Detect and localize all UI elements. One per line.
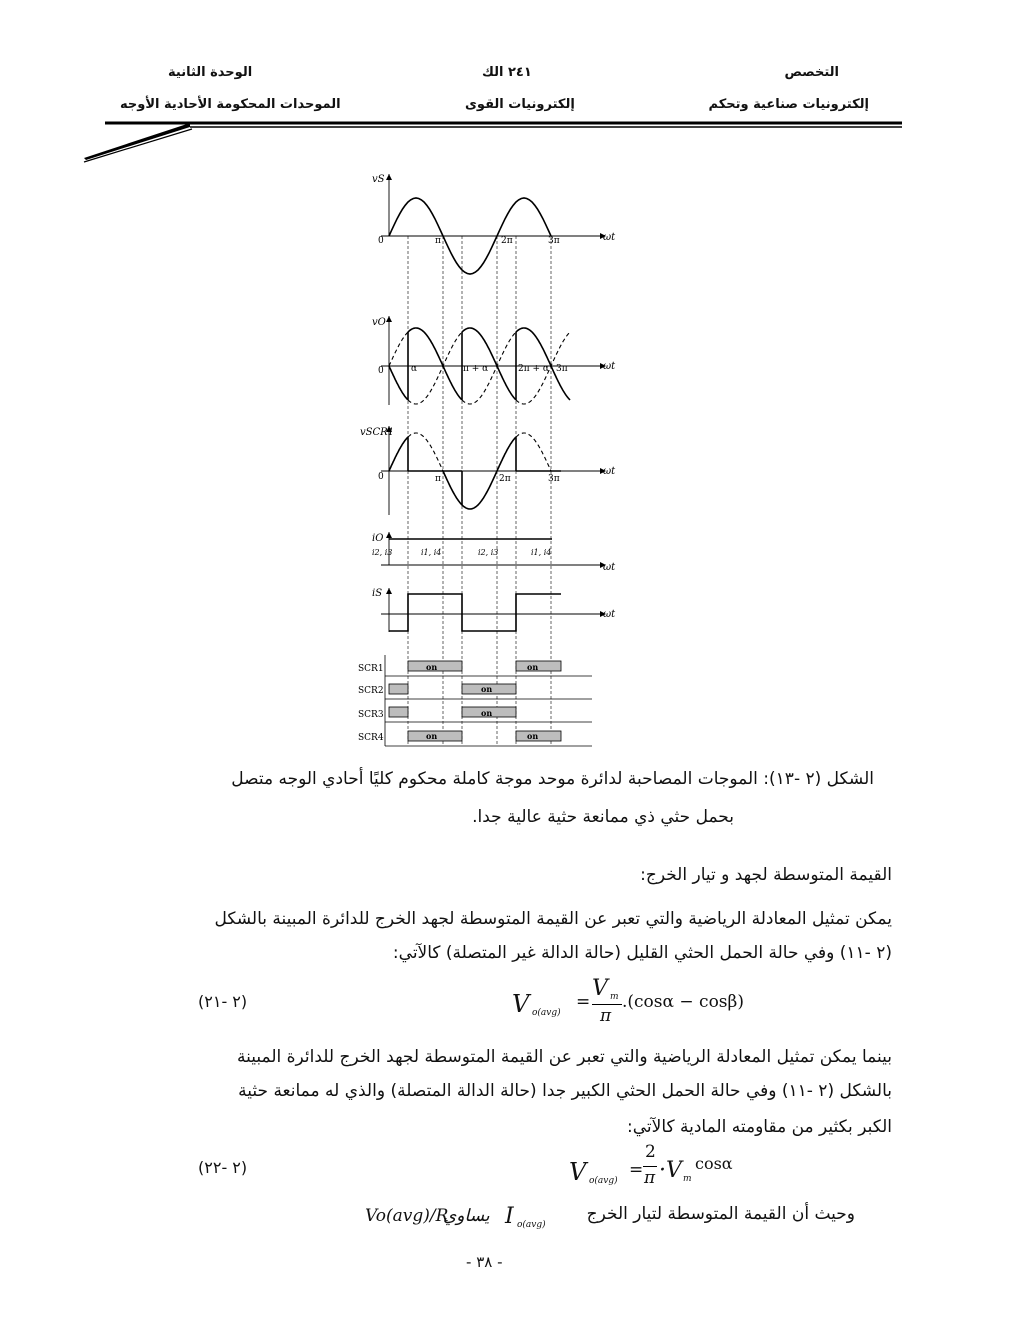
eq1-numerator-sub: m (610, 992, 619, 1002)
last-line-i-sub: o(avg) (517, 1220, 546, 1230)
label-scr1-on-b: on (527, 662, 539, 672)
label-pi-alpha: π + α (463, 364, 489, 374)
scr4-on-bar (516, 731, 561, 741)
label-scr4-on-a: on (426, 731, 438, 741)
vscr1-blocking (389, 437, 408, 471)
eq2-fraction-bar (643, 1166, 657, 1167)
label-zero-2: 0 (378, 366, 384, 376)
axis-arrow (386, 316, 392, 322)
header-course-code: ٢٤١ الك (482, 65, 532, 80)
vscr1-negative (443, 471, 497, 509)
eq1-fraction-bar (592, 1004, 622, 1005)
label-pi-1: π (435, 236, 441, 246)
vscr1-dashed (516, 433, 551, 471)
label-3pi-2: 3π (556, 364, 568, 374)
vo-dashed-segment (389, 332, 408, 366)
eq2-rhs-v: ·V (659, 1158, 682, 1183)
label-wt-2: ωt (603, 361, 616, 372)
label-scr4-on-b: on (527, 731, 539, 741)
paragraph2-line3: الكبر بكثير من مقاومته المادية كالآتي: (627, 1117, 892, 1137)
equation1-number: (٢ -٢١) (198, 992, 248, 1011)
axis-arrow (386, 174, 392, 180)
label-3pi-3: 3π (548, 474, 560, 484)
label-io: iO (372, 533, 384, 544)
eq2-rhs-cos: cosα (695, 1154, 733, 1173)
paragraph2-line1: بينما يمكن تمثيل المعادلة الرياضية والتي تعبر عن القيمة المتوسطة لجهد الخرج للدائرة المبينة (237, 1047, 892, 1067)
header-specialization-value: إلكترونيات صناعية وتحكم (708, 97, 869, 112)
label-scr1: SCR1 (358, 664, 384, 674)
equation2-number: (٢ -٢٢) (198, 1158, 248, 1177)
label-io-seg4: i1, i4 (531, 548, 552, 557)
label-wt-3: ωt (603, 466, 616, 477)
label-wt-1: ωt (603, 232, 616, 243)
vscr1-hidden (462, 433, 516, 505)
eq1-lhs-v: V (512, 990, 530, 1018)
vscr1-blocking (497, 437, 516, 471)
label-3pi-1: 3π (548, 236, 560, 246)
label-scr3-on: on (481, 708, 493, 718)
eq1-equals: = (576, 992, 591, 1012)
label-scr2-on: on (481, 684, 493, 694)
label-io-seg2: i1, i4 (421, 548, 442, 557)
figure-scr-bars (389, 661, 561, 741)
label-alpha: α (411, 364, 418, 374)
eq2-lhs-sub: o(avg) (589, 1176, 618, 1186)
last-line-equals-word: يساوي (443, 1206, 490, 1226)
label-vo: vO (372, 317, 386, 328)
paragraph1-line2: (٢ -١١) وفي حالة الحمل الحثي القليل (حالة الدالة غير المتصلة) كالآتي: (392, 943, 892, 963)
page-number: - ٣٨ - (466, 1253, 503, 1271)
figure-axes (381, 174, 606, 746)
vo-solid-segment (389, 366, 408, 400)
eq1-denominator: π (600, 1006, 612, 1026)
label-vs: vS (372, 174, 385, 185)
eq1-rhs: .(cosα − cosβ) (622, 992, 744, 1012)
figure-caption-line2: بحمل حثي ذي ممانعة حثية عالية جدا. (472, 807, 734, 827)
section-title: القيمة المتوسطة لجهد و تيار الخرج: (640, 865, 892, 885)
label-zero-1: 0 (378, 236, 384, 246)
label-io-seg3: i2, i3 (478, 548, 499, 557)
equation1 (510, 976, 770, 1030)
label-2pi-alpha: 2π + α (518, 364, 549, 374)
label-2pi-1: 2π (501, 236, 513, 246)
last-line (365, 1200, 855, 1234)
label-is: iS (372, 588, 383, 599)
last-line-i: I (505, 1204, 514, 1229)
header-course-name: إلكترونيات القوى (465, 97, 575, 112)
eq2-denominator: π (644, 1168, 656, 1188)
scr1-on-bar (516, 661, 561, 671)
eq1-lhs-sub: o(avg) (532, 1008, 561, 1018)
header-unit-value: الموحدات المحكومة الأحادية الأوجه (120, 97, 341, 112)
last-line-text: وحيث أن القيمة المتوسطة لتيار الخرج (586, 1204, 855, 1224)
header-specialization-label: التخصص (784, 65, 839, 80)
paragraph2-line2: بالشكل (٢ -١١) وفي حالة الحمل الحثي الكبير جدا (حالة الدالة المتصلة) والذي له ممانعة حثية (238, 1081, 892, 1101)
label-scr2: SCR2 (358, 686, 384, 696)
label-pi-3: π (435, 474, 441, 484)
figure-caption-line1: الشكل (٢ -١٣): الموجات المصاحبة لدائرة موحد موجة كاملة محكوم كليًا أحادي الوجه متصل (231, 769, 874, 789)
label-scr3: SCR3 (358, 710, 384, 720)
paragraph1-line1: يمكن تمثيل المعادلة الرياضية والتي تعبر عن القيمة المتوسطة لجهد الخرج للدائرة المبينة بالشكل (214, 909, 892, 929)
last-line-ratio: Vo(avg)/R (365, 1206, 449, 1226)
axis-arrow (386, 532, 392, 538)
scr2-on-bar (389, 684, 408, 694)
label-wt-5: ωt (603, 609, 616, 620)
label-scr1-on-a: on (426, 662, 438, 672)
label-io-seg1: i2, i3 (372, 548, 393, 557)
label-zero-3: 0 (378, 472, 384, 482)
waveform-figure (340, 162, 640, 752)
header-divider (0, 0, 1024, 170)
eq2-lhs-v: V (569, 1158, 587, 1186)
eq2-equals: = (629, 1160, 644, 1180)
label-wt-4: ωt (603, 562, 616, 573)
eq2-numerator: 2 (645, 1142, 656, 1162)
vscr1-dashed (408, 433, 443, 471)
header-unit-label: الوحدة الثانية (168, 65, 253, 80)
equation2 (567, 1142, 787, 1198)
axis-arrow (386, 588, 392, 594)
eq1-numerator: V (592, 976, 608, 1001)
figure-waveforms (389, 198, 570, 631)
label-2pi-3: 2π (499, 474, 511, 484)
label-vscr1: vSCR1 (360, 427, 395, 438)
eq2-rhs-sub: m (683, 1174, 692, 1184)
label-scr4: SCR4 (358, 733, 384, 743)
is-waveform (389, 594, 561, 631)
scr3-on-bar (389, 707, 408, 717)
